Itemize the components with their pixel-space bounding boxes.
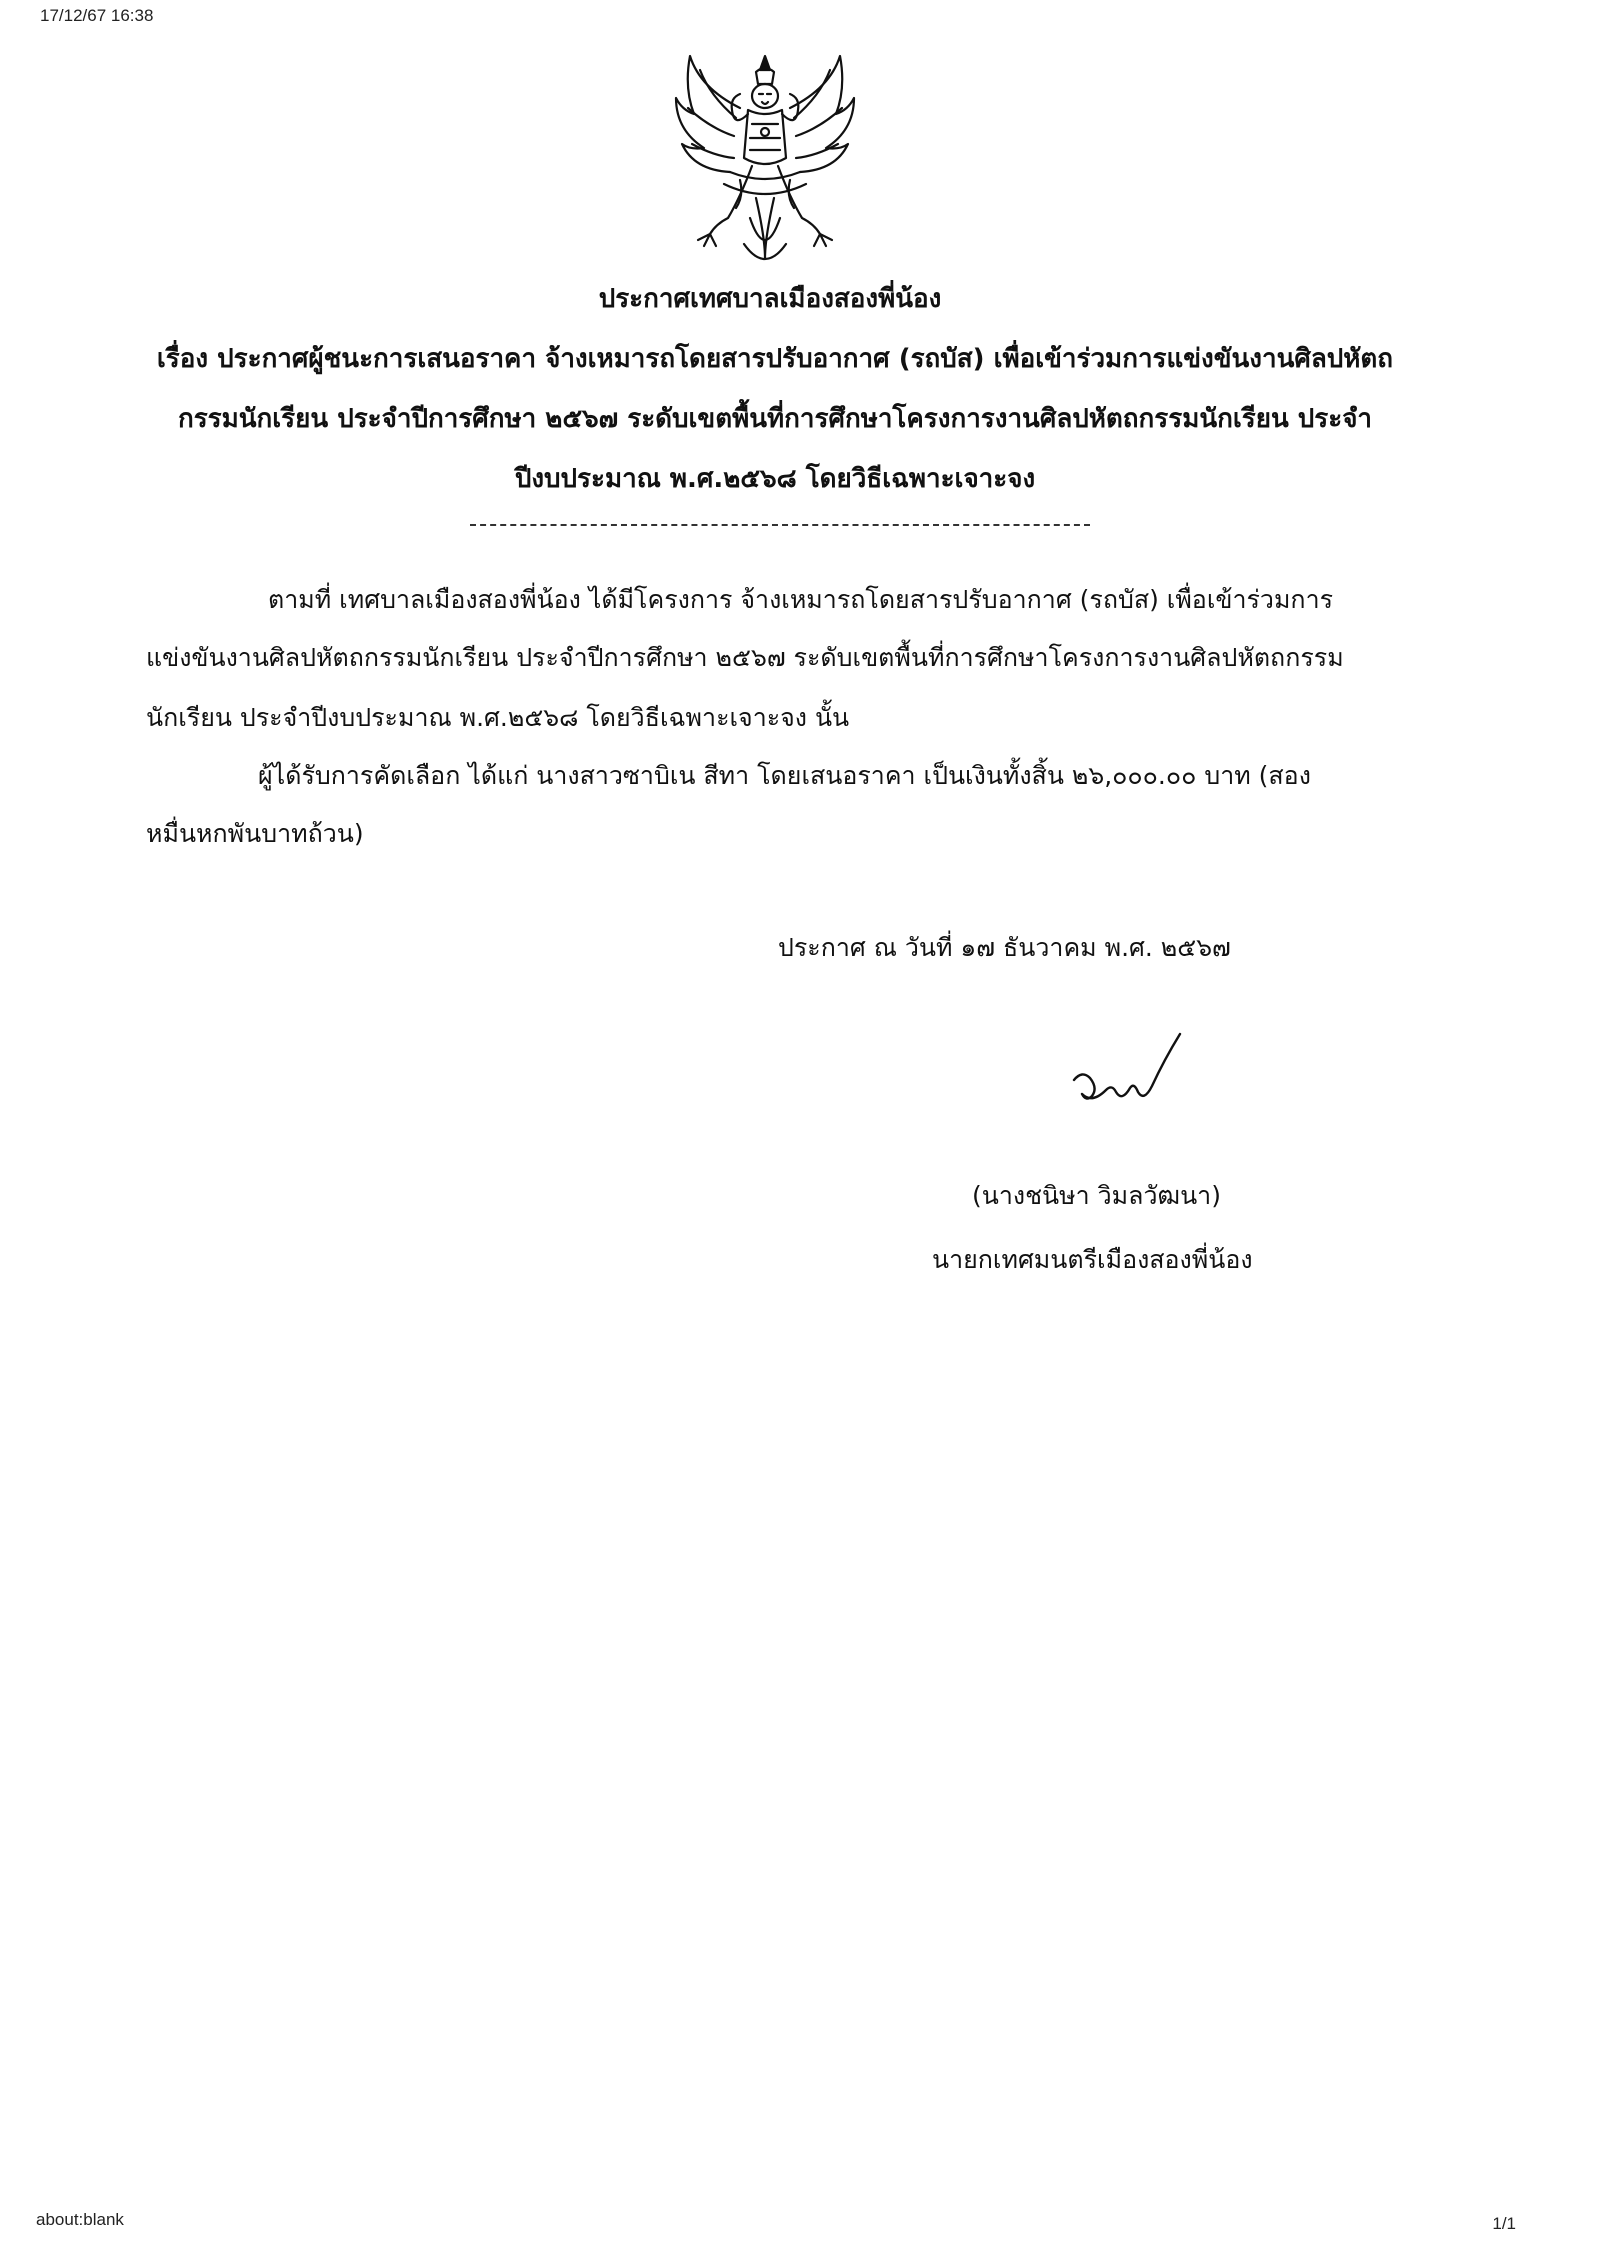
paragraph-line: ผู้ได้รับการคัดเลือก ได้แก่ นางสาวซาบิเน สีทา โดยเสนอราคา เป็นเงินทั้งสิ้น ๒๖,๐๐๐.๐๐ บาท (สอง <box>258 761 1311 790</box>
garuda-emblem-icon <box>670 48 860 278</box>
subject-line: กรรมนักเรียน ประจำปีการศึกษา ๒๕๖๗ ระดับเขตพื้นที่การศึกษาโครงการงานศิลปหัตถกรรมนักเรียน ประจำ <box>177 404 1373 434</box>
paragraph-line: หมื่นหกพันบาทถ้วน) <box>146 819 364 848</box>
print-timestamp: 17/12/67 16:38 <box>40 6 154 25</box>
announcement-date: ประกาศ ณ วันที่ ๑๗ ธันวาคม พ.ศ. ๒๕๖๗ <box>778 933 1231 962</box>
signer-title: นายกเทศมนตรีเมืองสองพี่น้อง <box>932 1245 1253 1274</box>
paragraph-line: ตามที่ เทศบาลเมืองสองพี่น้อง ได้มีโครงการ จ้างเหมารถโดยสารปรับอากาศ (รถบัส) เพื่อเข้าร่วมการ <box>268 585 1334 614</box>
print-page-number: 1/1 <box>1492 2214 1516 2233</box>
subject-line: ปีงบประมาณ พ.ศ.๒๕๖๘ โดยวิธีเฉพาะเจาะจง <box>514 464 1036 494</box>
signer-name: (นางชนิษา วิมลวัฒนา) <box>972 1181 1221 1210</box>
paragraph-line: แข่งขันงานศิลปหัตถกรรมนักเรียน ประจำปีการศึกษา ๒๕๖๗ ระดับเขตพื้นที่การศึกษาโครงการงานศิลปหัตถกรรม <box>146 643 1344 672</box>
dashed-divider <box>470 524 1090 526</box>
paragraph-line: นักเรียน ประจำปีงบประมาณ พ.ศ.๒๕๖๘ โดยวิธีเฉพาะเจาะจง นั้น <box>146 703 850 732</box>
subject-line: เรื่อง ประกาศผู้ชนะการเสนอราคา จ้างเหมารถโดยสารปรับอากาศ (รถบัส) เพื่อเข้าร่วมการแข่งขันงานศิลปหัตถ <box>156 344 1394 374</box>
organization-title: ประกาศเทศบาลเมืองสองพี่น้อง <box>598 284 942 314</box>
print-url: about:blank <box>36 2210 124 2229</box>
handwritten-signature-icon <box>1068 1030 1198 1120</box>
